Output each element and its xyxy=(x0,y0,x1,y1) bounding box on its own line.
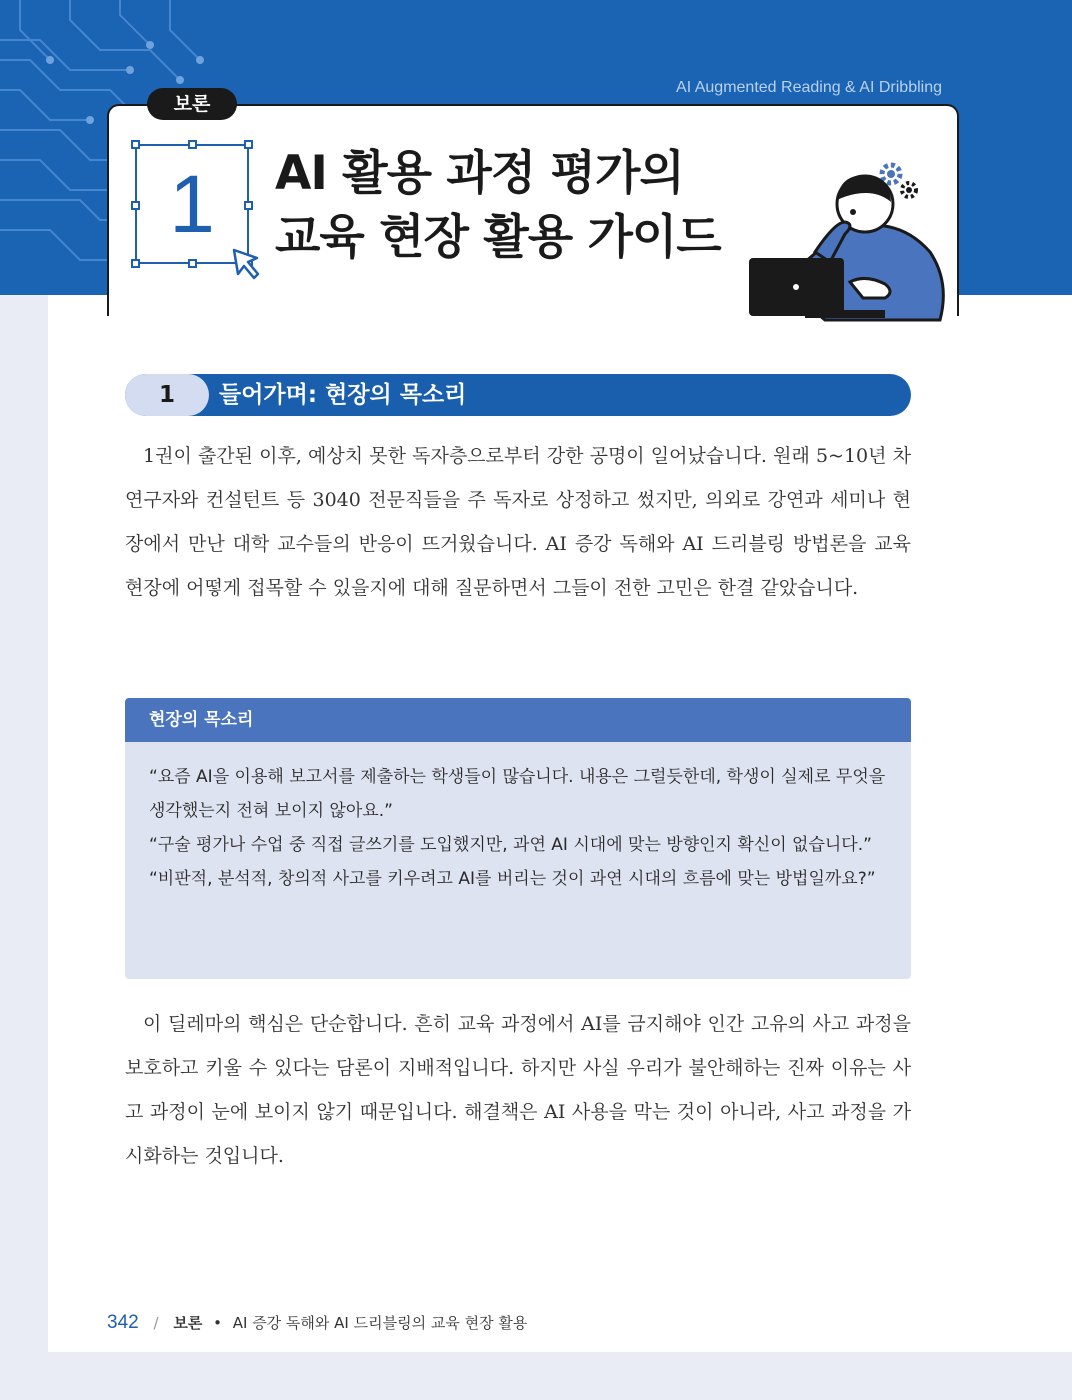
footer-bullet: • xyxy=(213,1314,222,1332)
part-badge: 보론 xyxy=(147,88,237,120)
footer-separator: / xyxy=(153,1314,159,1332)
page-footer xyxy=(107,1312,527,1334)
dilemma-paragraph: 이 딜레마의 핵심은 단순합니다. 흔히 교육 과정에서 AI를 금지해야 인간 고유의 사고 과정을 보호하고 키울 수 있다는 담론이 지배적입니다. 하지만 사실 우리가 불안해하는 진짜 이유는 사고 과정이 눈에 보이지 않기 때문입니다. 해결책은 AI 사용을 막는 것이 아니라, 사고 과정을 가시화하는 것입니다. xyxy=(125,1013,911,1167)
thinking-person-illustration xyxy=(745,152,955,327)
series-title: AI Augmented Reading & AI Dribbling xyxy=(676,79,942,96)
field-voices-quotes xyxy=(125,742,911,896)
intro-paragraph: 1권이 출간된 이후, 예상치 못한 독자층으로부터 강한 공명이 일어났습니다. 원래 5~10년 차 연구자와 컨설턴트 등 3040 전문직들을 주 독자로 상정하고 썼지만, 의외로 강연과 세미나 현장에서 만난 대학 교수들의 반응이 뜨거웠습니다. AI 증강 독해와 AI 드리블링 방법론을 교육 현장에 어떻게 접목할 수 있을지에 대해 질문하면서 그들이 전한 고민은 한결 같았습니다. xyxy=(125,445,911,599)
chapter-title xyxy=(275,142,745,270)
chapter-title-line1: AI 활용 과정 평가의 xyxy=(275,146,684,201)
field-voices-title: 현장의 목소리 xyxy=(125,698,911,742)
section-title: 들어가며: 현장의 목소리 xyxy=(219,382,467,408)
quote-item: “구술 평가나 수업 중 직접 글쓰기를 도입했지만, 과연 AI 시대에 맞는 방향인지 확신이 없습니다.” xyxy=(149,835,872,855)
page-number: 342 xyxy=(107,1312,139,1333)
quote-item: “비판적, 분석적, 창의적 사고를 키우려고 AI를 버리는 것이 과연 시대의 흐름에 맞는 방법일까요?” xyxy=(149,869,876,889)
footer-chapter-title: AI 증강 독해와 AI 드리블링의 교육 현장 활용 xyxy=(232,1314,528,1332)
section-number: 1 xyxy=(125,374,209,416)
cursor-arrow-icon xyxy=(230,246,266,282)
section-heading xyxy=(125,374,911,416)
field-voices-box xyxy=(125,698,911,979)
quote-item: “요즘 AI을 이용해 보고서를 제출하는 학생들이 많습니다. 내용은 그럴듯한데, 학생이 실제로 무엇을 생각했는지 전혀 보이지 않아요.” xyxy=(149,767,886,821)
chapter-number: 1 xyxy=(169,159,215,250)
chapter-title-line2: 교육 현장 활용 가이드 xyxy=(275,210,721,265)
footer-part: 보론 xyxy=(173,1314,203,1332)
